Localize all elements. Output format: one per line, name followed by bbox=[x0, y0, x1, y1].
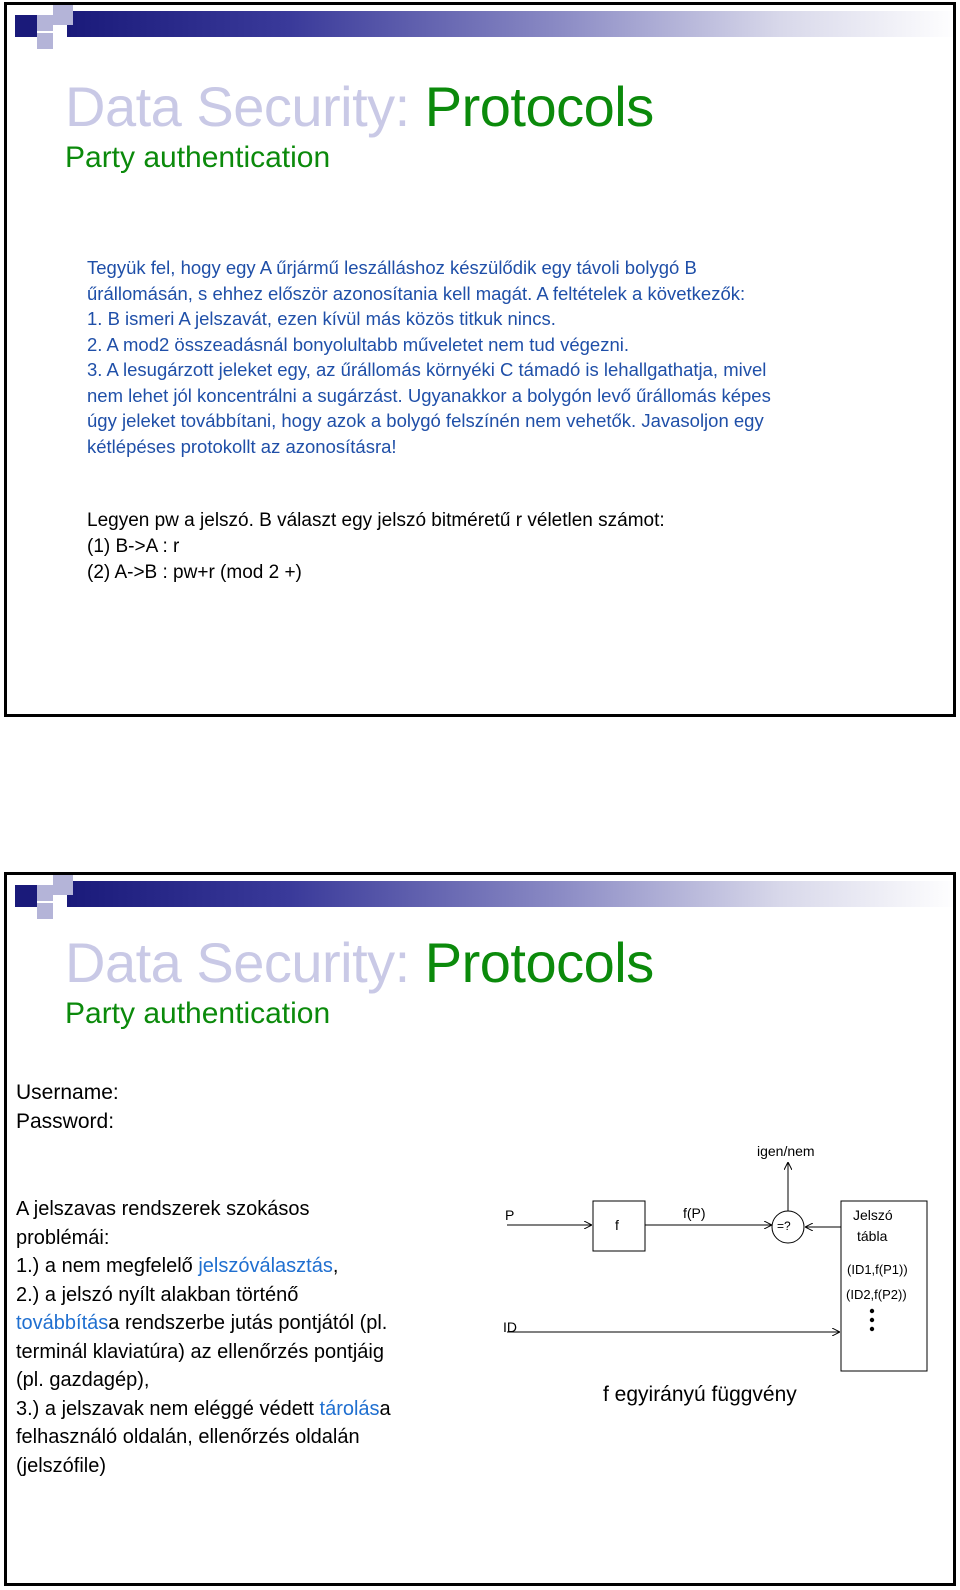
deco-square bbox=[53, 875, 73, 895]
problem-line: űrállomásán, s ehhez először azonosítania kell magát. A feltételek a következők: bbox=[87, 282, 746, 304]
output-fp-label: f(P) bbox=[683, 1205, 706, 1221]
problem-text: , bbox=[332, 1255, 339, 1277]
problem-line: úgy jeleket továbbítani, hogy azok a bolygó felszínén nem vehetők. Javasoljon egy bbox=[87, 410, 764, 431]
slide-title bbox=[65, 77, 654, 137]
input-p-label: P bbox=[505, 1207, 515, 1223]
input-id-label: ID bbox=[503, 1319, 517, 1335]
slide-2 bbox=[4, 872, 956, 1586]
deco-square bbox=[53, 5, 73, 25]
deco-square bbox=[15, 15, 37, 37]
problem-item-3-cont: (jelszófile) bbox=[16, 1454, 107, 1477]
result-label: igen/nem bbox=[757, 1143, 815, 1159]
problem-line: 2. A mod2 összeadásnál bonyolultabb műveletet nem tud végezni. bbox=[87, 333, 629, 355]
term-transmission: továbbítás bbox=[16, 1312, 109, 1334]
table-entry: (ID2,f(P2)) bbox=[846, 1287, 907, 1302]
slide-title bbox=[65, 933, 654, 993]
deco-square bbox=[15, 885, 37, 907]
credentials-block bbox=[16, 1078, 119, 1136]
deco-square bbox=[37, 885, 53, 901]
problem-text: a rendszerbe jutás pontjától (pl. bbox=[108, 1312, 388, 1334]
ellipsis-dot bbox=[870, 1309, 874, 1313]
username-label: Username: bbox=[16, 1081, 119, 1104]
deco-square bbox=[37, 15, 53, 31]
password-table-box bbox=[841, 1201, 927, 1371]
problem-text: a bbox=[379, 1397, 391, 1420]
compare-label: =? bbox=[777, 1219, 791, 1233]
problem-line: kétlépéses protokollt az azonosításra! bbox=[87, 435, 397, 457]
header-decoration bbox=[7, 5, 956, 53]
term-password-choice: jelszóválasztás bbox=[198, 1255, 333, 1277]
function-label: f bbox=[615, 1217, 619, 1233]
slide-subtitle: Party authentication bbox=[65, 997, 331, 1030]
problem-item-2: 2.) a jelszó nyílt alakban történő bbox=[16, 1283, 299, 1306]
table-title: Jelszó bbox=[853, 1207, 893, 1223]
password-label: Password: bbox=[16, 1110, 115, 1133]
problem-text: 3.) a jelszavak nem eléggé védett bbox=[16, 1397, 320, 1420]
title-highlight: Protocols bbox=[424, 75, 654, 138]
header-gradient-band bbox=[67, 11, 956, 37]
title-highlight: Protocols bbox=[424, 931, 654, 994]
solution-line: Legyen pw a jelszó. B választ egy jelszó bitméretű r véletlen számot: bbox=[87, 510, 665, 531]
function-box bbox=[593, 1201, 645, 1251]
title-prefix: Data Security: bbox=[65, 75, 425, 138]
problem-item-3-cont: felhasználó oldalán, ellenőrzés oldalán bbox=[16, 1426, 360, 1448]
table-title: tábla bbox=[857, 1228, 888, 1244]
problem-line: 3. A lesugárzott jeleket egy, az űrállomás környéki C támadó is lehallgathatja, mivel bbox=[87, 359, 767, 380]
problem-line: nem lehet jól koncentrálni a sugárzást. Ugyanakkor a bolygón levő űrállomás képes bbox=[87, 384, 771, 406]
solution-line: (2) A->B : pw+r (mod 2 +) bbox=[87, 562, 302, 583]
problems-intro: A jelszavas rendszerek szokásos bbox=[16, 1198, 310, 1220]
deco-square bbox=[37, 33, 53, 49]
problems-intro: problémái: bbox=[16, 1226, 110, 1249]
header-gradient-band bbox=[67, 881, 956, 907]
ellipsis-dot bbox=[870, 1318, 874, 1322]
problem-item-1 bbox=[16, 1252, 486, 1281]
header-decoration bbox=[7, 875, 956, 923]
protocol-solution bbox=[87, 508, 665, 586]
problem-item-2-cont bbox=[16, 1309, 486, 1338]
problem-item-2-cont: terminál klaviatúra) az ellenőrzés pontjáig bbox=[16, 1340, 384, 1363]
problem-text: 1.) a nem megfelelő bbox=[16, 1255, 199, 1277]
problem-statement bbox=[87, 255, 927, 459]
term-storage: tárolás bbox=[319, 1397, 380, 1420]
slide-1 bbox=[4, 2, 956, 717]
title-prefix: Data Security: bbox=[65, 931, 425, 994]
problem-item-3 bbox=[16, 1395, 486, 1424]
solution-line: (1) B->A : r bbox=[87, 536, 180, 557]
ellipsis-dot bbox=[870, 1327, 874, 1331]
password-problems bbox=[16, 1195, 486, 1480]
diagram-caption: f egyirányú függvény bbox=[603, 1383, 797, 1406]
deco-square bbox=[37, 903, 53, 919]
problem-line: Tegyük fel, hogy egy A űrjármű leszálláshoz készülődik egy távoli bolygó B bbox=[87, 257, 697, 278]
slide-subtitle: Party authentication bbox=[65, 141, 331, 174]
problem-item-2-cont: (pl. gazdagép), bbox=[16, 1369, 150, 1391]
table-entry: (ID1,f(P1)) bbox=[847, 1262, 908, 1277]
problem-line: 1. B ismeri A jelszavát, ezen kívül más közös titkuk nincs. bbox=[87, 308, 556, 329]
